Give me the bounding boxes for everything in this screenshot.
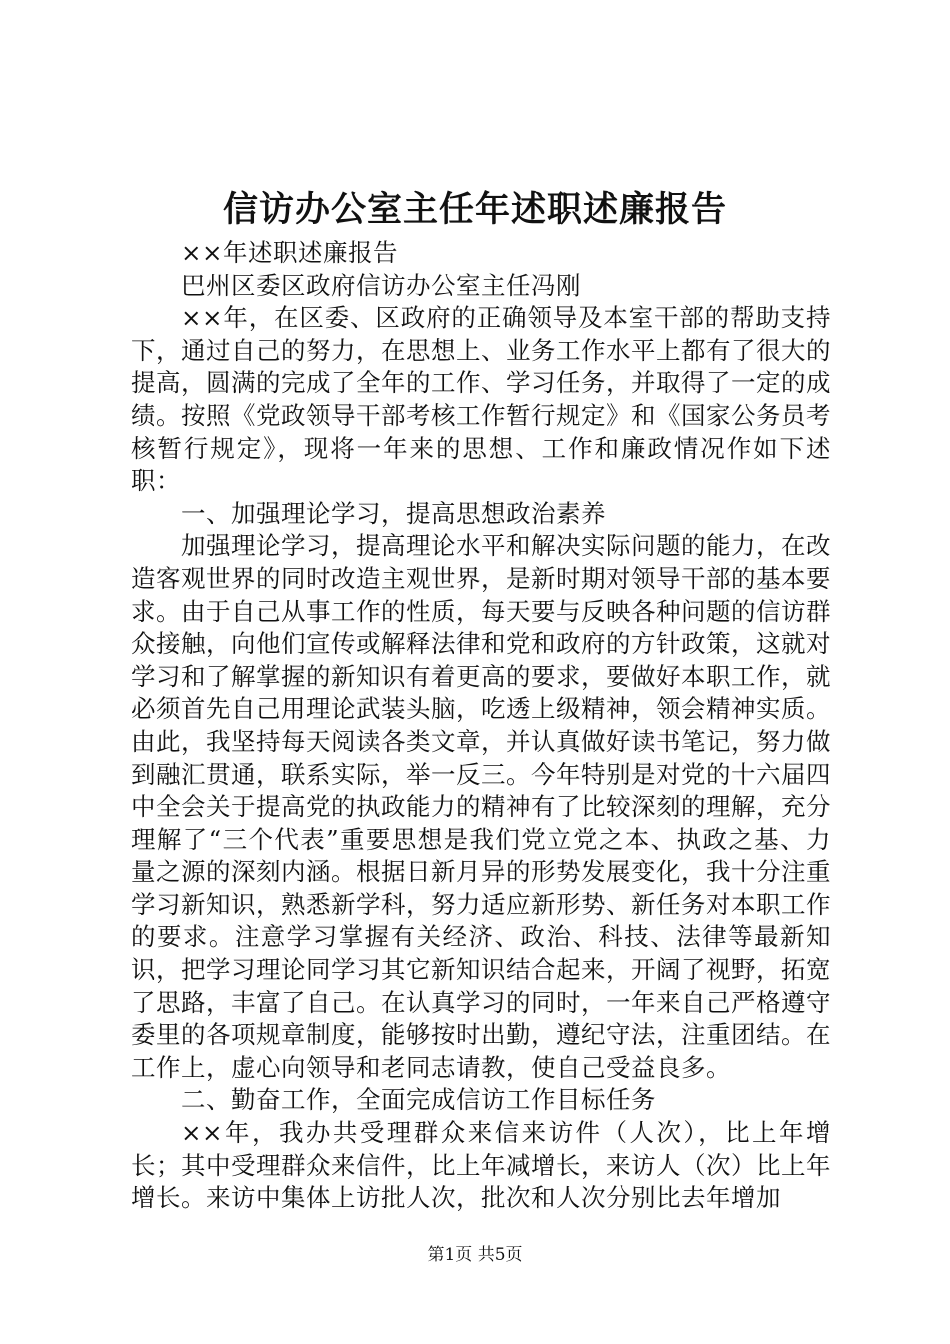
section-heading-1: 一、加强理论学习，提高思想政治素养	[181, 498, 606, 528]
section-heading-2: 二、勤奋工作，全面完成信访工作目标任务	[181, 1085, 656, 1115]
page-footer: 第1页 共5页	[427, 1245, 523, 1265]
paragraph-section-1: 加强理论学习，提高理论水平和解决实际问题的能力，在改造客观世界的同时改造主观世界，是新时期对领导干部的基本要求。由于自己从事工作的性质，每天要与反映各种问题的信访群众接触，向他们宣传或解释法律和党和政府的方针政策，这就对学习和了解掌握的新知识有着更高的要求，要做好本职工作，就必须首先自己用理论武装头脑，吃透上级精神，领会精神实质。由此，我坚持每天阅读各类文章，并认真做好读书笔记，努力做到融汇贯通，联系实际，举一反三。今年特别是对党的十六届四中全会关于提高党的执政能力的精神有了比较深刻的理解，充分理解了“三个代表”重要思想是我们党立党之本、执政之基、力量之源的深刻内涵。根据日新月异的形势发展变化，我十分注重学习新知识，熟悉新学科，努力适应新形势、新任务对本职工作的要求。注意学习掌握有关经济、政治、科技、法律等最新知识，把学习理论同学习其它新知识结合起来，开阔了视野，拓宽了思路，丰富了自己。在认真学习的同时，一年来自己严格遵守委里的各项规章制度，能够按时出勤，遵纪守法，注重团结。在工作上，虚心向领导和老同志请教，使自己受益良多。	[131, 531, 831, 1082]
paragraph-report-heading: ××年述职述廉报告	[181, 238, 399, 267]
paragraph-author: 巴州区委区政府信访办公室主任冯刚	[181, 270, 581, 300]
paragraph-intro: ××年，在区委、区政府的正确领导及本室干部的帮助支持下，通过自己的努力，在思想上、业务工作水平上都有了很大的提高，圆满的完成了全年的工作、学习任务，并取得了一定的成绩。按照《党政领导干部考核工作暂行规定》和《国家公务员考核暂行规定》，现将一年来的思想、工作和廉政情况作如下述职：	[131, 303, 831, 496]
paragraph-section-2: ××年，我办共受理群众来信来访件（人次），比上年增长；其中受理群众来信件，比上年减增长，来访人（次）比上年增长。来访中集体上访批人次，批次和人次分别比去年增加	[131, 1118, 831, 1213]
document-body	[131, 237, 831, 1215]
document-title: 信访办公室主任年述职述廉报告	[222, 189, 727, 230]
